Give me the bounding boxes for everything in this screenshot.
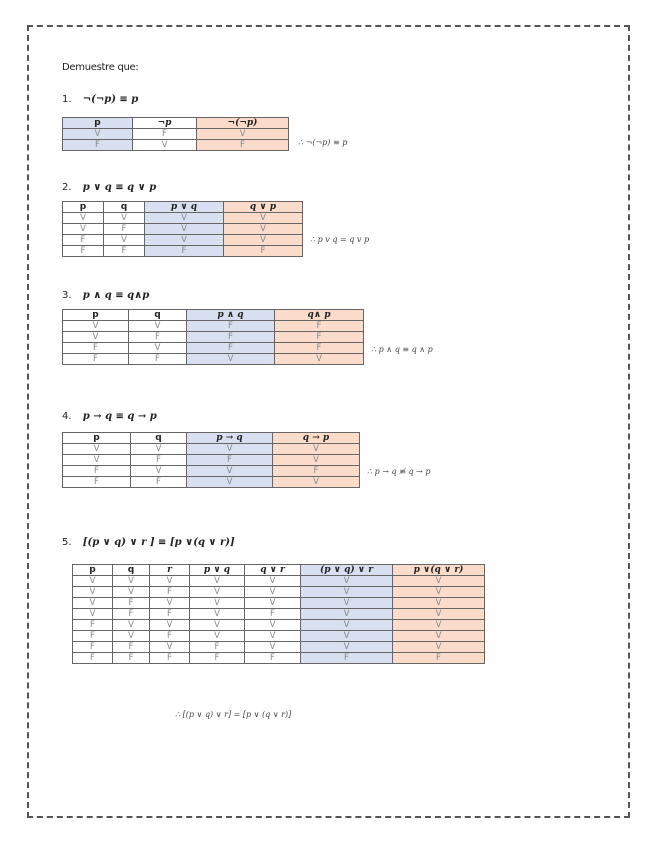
header-cell: p: [73, 565, 113, 576]
table-row: [63, 321, 364, 332]
table-cell: V: [301, 620, 393, 631]
table-cell: V: [301, 598, 393, 609]
table-row: [73, 609, 485, 620]
table-cell: V: [197, 129, 289, 140]
section-2-expression: p ∨ q ≡ q ∨ p: [82, 182, 157, 193]
table-row: [63, 354, 364, 365]
table-row: [63, 140, 289, 151]
section-3-expression: p ∧ q ≡ q∧p: [82, 290, 150, 301]
table-header-row: [63, 310, 364, 321]
table-row: [63, 235, 303, 246]
table-row: [73, 587, 485, 598]
table-cell: V: [301, 576, 393, 587]
intro-text: Demuestre que:: [62, 62, 139, 73]
table-cell: V: [273, 477, 360, 488]
table-row: [63, 343, 364, 354]
table-cell: F: [73, 631, 113, 642]
table-row: [63, 213, 303, 224]
table-cell: V: [224, 213, 303, 224]
table-cell: F: [145, 246, 224, 257]
table-cell: F: [275, 332, 364, 343]
table-row: [73, 631, 485, 642]
section-1-conclusion: ∴ ¬(¬p) ≡ p: [298, 138, 348, 147]
table-cell: F: [113, 609, 150, 620]
truth-table-2: [62, 201, 303, 257]
table-cell: F: [73, 653, 113, 664]
table-cell: F: [63, 466, 131, 477]
table-cell: F: [275, 321, 364, 332]
table-cell: F: [113, 653, 150, 664]
table-cell: V: [113, 631, 150, 642]
table-cell: V: [393, 587, 485, 598]
table-cell: V: [190, 576, 245, 587]
header-cell: p: [63, 433, 131, 444]
table-cell: V: [63, 455, 131, 466]
table-cell: V: [245, 631, 301, 642]
truth-table-5: [72, 564, 485, 664]
section-2-number: 2.: [62, 182, 72, 193]
header-cell: q: [131, 433, 187, 444]
section-3-number: 3.: [62, 290, 72, 301]
table-cell: V: [63, 129, 133, 140]
table-cell: F: [73, 620, 113, 631]
table-cell: V: [73, 598, 113, 609]
section-1-heading: [62, 94, 138, 105]
table-cell: F: [63, 354, 129, 365]
table-cell: F: [150, 587, 190, 598]
table-cell: V: [190, 620, 245, 631]
section-2-conclusion: ∴ p v q = q v p: [310, 235, 370, 244]
section-5-conclusion: ∴ [(p ∨ q) ∨ r] = [p ∨ (q ∨ r)]: [175, 710, 292, 719]
section-4-number: 4.: [62, 411, 72, 422]
table-cell: V: [145, 213, 224, 224]
header-cell: q: [104, 202, 145, 213]
table-cell: V: [63, 321, 129, 332]
table-cell: V: [190, 609, 245, 620]
table-cell: F: [301, 653, 393, 664]
table-cell: F: [113, 598, 150, 609]
table-row: [73, 653, 485, 664]
section-5-expression: [(p ∨ q) ∨ r ] ≡ [p ∨(q ∨ r)]: [82, 537, 235, 548]
table-cell: F: [104, 224, 145, 235]
table-cell: V: [63, 332, 129, 343]
table-cell: F: [150, 609, 190, 620]
section-2-heading: [62, 182, 156, 193]
table-cell: V: [63, 213, 104, 224]
header-cell: p: [63, 118, 133, 129]
table-cell: V: [245, 642, 301, 653]
table-cell: V: [104, 213, 145, 224]
table-cell: F: [63, 343, 129, 354]
table-cell: V: [393, 598, 485, 609]
table-cell: V: [301, 609, 393, 620]
section-4-heading: [62, 411, 157, 422]
table-cell: F: [131, 455, 187, 466]
table-cell: V: [150, 598, 190, 609]
header-cell: p → q: [187, 433, 273, 444]
table-cell: V: [275, 354, 364, 365]
table-cell: V: [190, 631, 245, 642]
header-cell: q → p: [273, 433, 360, 444]
table-cell: F: [224, 246, 303, 257]
table-cell: V: [187, 444, 273, 455]
table-cell: V: [145, 224, 224, 235]
table-cell: V: [129, 343, 187, 354]
section-1-number: 1.: [62, 94, 72, 105]
table-cell: V: [63, 444, 131, 455]
table-cell: F: [197, 140, 289, 151]
table-cell: F: [245, 653, 301, 664]
table-cell: F: [190, 653, 245, 664]
truth-table-1: [62, 117, 289, 151]
table-cell: F: [129, 332, 187, 343]
table-cell: V: [150, 576, 190, 587]
table-cell: V: [131, 466, 187, 477]
table-row: [63, 332, 364, 343]
table-row: [63, 246, 303, 257]
table-cell: F: [150, 653, 190, 664]
header-cell: p ∧ q: [187, 310, 275, 321]
table-row: [63, 477, 360, 488]
table-header-row: [63, 118, 289, 129]
table-cell: V: [301, 587, 393, 598]
table-cell: V: [187, 466, 273, 477]
table-cell: F: [187, 332, 275, 343]
table-cell: V: [301, 642, 393, 653]
header-cell: p ∨ q: [145, 202, 224, 213]
table-cell: V: [63, 224, 104, 235]
table-row: [63, 455, 360, 466]
table-cell: V: [190, 587, 245, 598]
table-cell: F: [73, 642, 113, 653]
header-cell: q ∨ r: [245, 565, 301, 576]
table-cell: V: [73, 576, 113, 587]
table-cell: F: [104, 246, 145, 257]
table-cell: F: [63, 246, 104, 257]
table-cell: F: [187, 343, 275, 354]
table-cell: F: [273, 466, 360, 477]
table-cell: F: [245, 609, 301, 620]
table-row: [73, 620, 485, 631]
truth-table-4: [62, 432, 360, 488]
table-row: [73, 598, 485, 609]
table-cell: V: [145, 235, 224, 246]
header-cell: q: [113, 565, 150, 576]
table-row: [63, 224, 303, 235]
header-cell: p ∨(q ∨ r): [393, 565, 485, 576]
table-cell: F: [63, 140, 133, 151]
header-cell: p ∨ q: [190, 565, 245, 576]
table-cell: V: [245, 576, 301, 587]
table-cell: V: [133, 140, 197, 151]
table-cell: V: [301, 631, 393, 642]
table-cell: V: [190, 598, 245, 609]
section-3-conclusion: ∴ p ∧ q ≡ q ∧ p: [371, 345, 433, 354]
table-cell: V: [273, 444, 360, 455]
table-cell: V: [187, 354, 275, 365]
header-cell: r: [150, 565, 190, 576]
table-cell: V: [393, 576, 485, 587]
table-cell: V: [393, 631, 485, 642]
section-5-number: 5.: [62, 537, 72, 548]
table-cell: V: [224, 224, 303, 235]
table-cell: F: [113, 642, 150, 653]
header-cell: p: [63, 202, 104, 213]
table-cell: V: [150, 642, 190, 653]
table-header-row: [63, 433, 360, 444]
table-cell: F: [190, 642, 245, 653]
table-cell: F: [131, 477, 187, 488]
table-cell: V: [224, 235, 303, 246]
section-3-heading: [62, 290, 149, 301]
table-header-row: [73, 565, 485, 576]
table-cell: F: [63, 477, 131, 488]
section-1-expression: ¬(¬p) ≡ p: [82, 94, 139, 105]
header-cell: p: [63, 310, 129, 321]
header-cell: (p ∨ q) ∨ r: [301, 565, 393, 576]
table-row: [63, 129, 289, 140]
section-4-conclusion: ∴ p → q ≢ q → p: [367, 467, 431, 476]
table-cell: V: [73, 587, 113, 598]
table-row: [73, 642, 485, 653]
table-row: [73, 576, 485, 587]
table-cell: V: [150, 620, 190, 631]
truth-table-3: [62, 309, 364, 365]
table-cell: F: [393, 653, 485, 664]
table-cell: V: [393, 642, 485, 653]
table-cell: F: [187, 321, 275, 332]
table-row: [63, 466, 360, 477]
table-cell: F: [187, 455, 273, 466]
table-cell: V: [129, 321, 187, 332]
header-cell: ¬(¬p): [197, 118, 289, 129]
table-cell: F: [275, 343, 364, 354]
table-cell: V: [113, 576, 150, 587]
table-cell: V: [113, 620, 150, 631]
section-5-heading: [62, 537, 235, 548]
section-4-expression: p → q ≡ q → p: [82, 411, 157, 422]
table-cell: V: [245, 587, 301, 598]
table-cell: V: [245, 620, 301, 631]
table-cell: V: [104, 235, 145, 246]
header-cell: ¬p: [133, 118, 197, 129]
table-cell: V: [273, 455, 360, 466]
header-cell: q: [129, 310, 187, 321]
table-cell: F: [63, 235, 104, 246]
table-cell: F: [129, 354, 187, 365]
table-cell: V: [73, 609, 113, 620]
header-cell: q ∨ p: [224, 202, 303, 213]
table-cell: V: [131, 444, 187, 455]
table-cell: V: [393, 620, 485, 631]
table-row: [63, 444, 360, 455]
table-header-row: [63, 202, 303, 213]
table-cell: V: [245, 598, 301, 609]
table-cell: V: [113, 587, 150, 598]
table-cell: V: [393, 609, 485, 620]
table-cell: F: [150, 631, 190, 642]
header-cell: q∧ p: [275, 310, 364, 321]
table-cell: V: [187, 477, 273, 488]
table-cell: F: [133, 129, 197, 140]
